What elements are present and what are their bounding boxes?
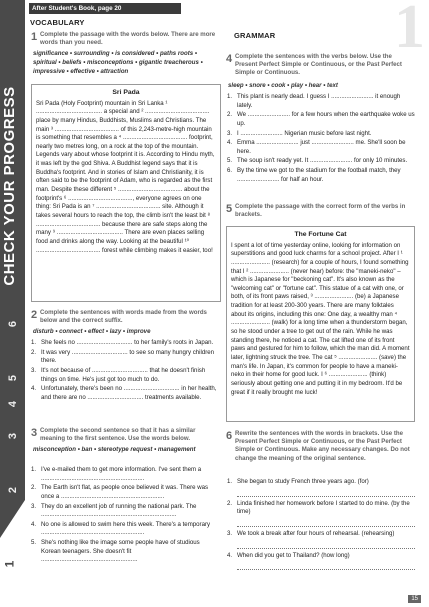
passage-title: The Fortune Cat xyxy=(294,231,347,238)
word-bank: disturb • connect • effect • lazy • improve xyxy=(33,328,151,335)
list-item: This plant is nearly dead. I guess I ......................... it enough lately. xyxy=(237,93,401,109)
passage-text: Sri Pada (Holy Footprint) mountain in Sri Lanka ¹ ....................................... a special and ² ...................................... place by many Hindus, Buddhists, Muslims and Christians. The main ³ ...................................... of this 2,243-metre-high mountain is something that resembles a ⁴ ...................................... footprint, nearly two metres long, on a rock at the top of the mountain. Legends vary about whose footprint it is. According to Hindu myth, it was left by the god Shiva. A Buddhist legend says that it is Buddha's footprint. And in stories of Islam and Christianity, it is often said to be the footprint of Adam, who is regarded as the first man. Despite these different ⁵ ...................................... about the footprint's ⁶ ......................................, everyone agrees on one thing: Sri Pada is an ⁷ ...................................... site. Although it takes several hours to reach the top, the climb isn't the least bit ⁸ ...................................... because there are safe steps along the many ⁹ ....................................... There are even places selling food and drinks along the way. Looking at the beautiful ¹⁰ ...................................... forest while climbing makes it easier, too! xyxy=(36,99,215,254)
passage-box xyxy=(31,84,221,302)
list-item: She's nothing like the image some people have of studious Korean teenagers. She doesn't fit ......................................................... xyxy=(41,539,200,564)
unit-tab-6[interactable]: 6 xyxy=(7,320,19,328)
exercise-2-items: 1. She feels no ................................. to her family's roots in Japan. 2. It was very ................................. to see so many hungry children there. 3. It's not because of ................................. that he doesn't finish things on time. He's just got too much to do. 4. Unfortunately, there's been no ................................. in her health, and there are no ................................. treatments available. xyxy=(31,339,221,403)
passage-text: I spent a lot of time yesterday online, looking for information on superstitions and good luck charms for a school project. After I ¹ ....................... (research) for a couple of hours, I found something that I ² ....................... (never hear) before: the "maneki-neko" – which is Japanese for "beckoning cat". It's also known as the "welcoming cat" or "fortune cat". This statue of a cat with one, or both, of its front paws raised, ³ ....................... (be) a Japanese tradition for at least 200-300 years. There are many folktales about its origins, including this one: One day, a wealthy man ⁴ ....................... (walk) for a long time when a thunderstorm began, so he stood under a tree to get out of the rain. While he was standing there, he noticed a cat. The cat lifted one of its front paws and gestured for him to follow, which the man did. A moment later, lightning struck the tree. The cat ⁵ ....................... (save) the man's life. In Japan, it's common for people to have a maneki-neko in their home for good luck. I ⁶ ....................... (think) seriously about getting one and putting it in my bedroom. It'd be great if it really brought me luck! xyxy=(231,241,410,396)
list-item: The soup isn't ready yet. It ......................... for only 10 minutes. xyxy=(237,157,408,165)
exercise-4 xyxy=(226,53,413,78)
list-item: We took a break after four hours of rehearsal. (rehearsing) xyxy=(237,529,395,537)
exercise-number: 4 xyxy=(226,53,233,65)
list-item: It's not because of ................................. that he doesn't finish things on time. He's just got too much to do. xyxy=(41,366,206,383)
exercise-number: 3 xyxy=(31,427,38,439)
answer-line[interactable] xyxy=(237,561,415,570)
list-item: They do an excellent job of running the national park. The ................................................................................ xyxy=(41,502,197,519)
exercise-6-items: 1. She began to study French three years ago. (for) 2. Linda finished her homework before I started to do mine. (by the time) 3. We took a break after four hours of rehearsal. (rehearsing) 4. When did you get to Thailand? (how long) xyxy=(227,478,415,573)
list-item: No one is allowed to swim here this week. There's a temporary ............................................................. xyxy=(41,520,211,537)
list-item: She feels no ................................. to her family's roots in Japan. xyxy=(41,339,214,346)
list-item: We ......................... for a few hours when the earthquake woke us up. xyxy=(237,111,415,127)
grammar-heading: GRAMMAR xyxy=(234,31,276,40)
list-item: I ......................... Nigerian music before last night. xyxy=(237,129,372,137)
answer-line[interactable] xyxy=(237,540,415,549)
exercise-number: 1 xyxy=(31,31,38,43)
unit-tab-2[interactable]: 2 xyxy=(7,486,19,494)
exercise-instruction: Complete the passage with the words below. There are more words than you need. xyxy=(40,31,216,47)
exercise-instruction: Complete the second sentence so that it has a similar meaning to the first sentence. Use the words below. xyxy=(40,427,196,443)
list-item: She began to study French three years ago. (for) xyxy=(237,478,369,485)
exercise-instruction: Complete the sentences with words made from the words below and the correct suffix. xyxy=(40,309,207,325)
exercise-number: 2 xyxy=(31,309,38,321)
passage-title: Sri Pada xyxy=(112,89,140,96)
list-item: Unfortunately, there's been no ................................. in her health, and there are no ................................. treatments available. xyxy=(41,385,217,401)
list-item: When did you get to Thailand? (how long) xyxy=(237,551,350,559)
unit-tab-1: 1 xyxy=(2,560,17,568)
vocabulary-heading: VOCABULARY xyxy=(30,18,85,27)
unit-tab-5[interactable]: 5 xyxy=(7,374,19,382)
word-bank: significance • surrounding • is considered • paths roots • spiritual • beliefs • misconceptions • gigantic treacherous • impressive • effective • attraction xyxy=(33,50,203,75)
list-item: Emma ......................... just ......................... me. She'll soon be here. xyxy=(237,139,406,155)
answer-line[interactable] xyxy=(237,518,415,527)
exercise-number: 5 xyxy=(226,203,233,215)
page-number: 15 xyxy=(408,595,421,603)
list-item: Linda finished her homework before I started to do mine. (by the time) xyxy=(237,499,410,516)
passage-box xyxy=(226,226,415,422)
exercise-instruction: Rewrite the sentences with the words in brackets. Use the Present Perfect Simple or Continuous, or the Past Perfect Simple or Continuous. Make any necessary changes. Do not change the meaning of the original sentence. xyxy=(235,430,410,462)
unit-tab-4[interactable]: 4 xyxy=(7,400,19,408)
exercise-6 xyxy=(226,430,413,463)
list-item: I've e-mailed them to get more information. I've sent them a ............................................................. xyxy=(41,466,202,482)
list-item: By the time we got to the stadium for the football match, they ......................... for half an hour. xyxy=(237,167,401,183)
unit-tab-3[interactable]: 3 xyxy=(7,432,19,440)
exercise-number: 6 xyxy=(226,430,233,442)
unit-tab-active[interactable] xyxy=(0,500,25,607)
word-bank: misconception • ban • stereotype request • management xyxy=(33,446,196,453)
list-item: The Earth isn't flat, as people once believed it was. There was once a ............................................................. xyxy=(41,484,209,500)
exercise-5 xyxy=(226,203,413,219)
exercise-3 xyxy=(31,427,220,443)
sidebar xyxy=(0,0,25,607)
sidebar-title: CHECK YOUR PROGRESS xyxy=(1,86,18,286)
exercise-4-items: 1. This plant is nearly dead. I guess I ......................... it enough lately. 2. We ......................... for a few hours when the earthquake woke us up. 3. I ......................... Nigerian music before last night. 4. Emma ......................... just ......................... me. She'll soon be here. 5. The soup isn't ready yet. It ......................... for only 10 minutes. 6. By the time we got to the stadium for the football match, they ......................... for half an hour. xyxy=(227,93,415,183)
exercise-instruction: Complete the passage with the correct form of the verbs in brackets. xyxy=(235,203,406,219)
exercise-2 xyxy=(31,309,220,325)
page-reference: After Student's Book, page 20 xyxy=(29,3,181,14)
exercise-3-items: 1. I've e-mailed them to get more information. I've sent them a ............................................................. 2. The Earth isn't flat, as people once believed it was. There was once a ............................................................. 3. They do an excellent job of running the national park. The ................................................................................ 4. No one is allowed to swim here this week. There's a temporary ............................................................. 5. She's nothing like the image some people have of studious Korean teenagers. She doesn't fit ......................................................... xyxy=(31,466,221,566)
answer-line[interactable] xyxy=(237,488,415,497)
exercise-1 xyxy=(31,31,220,47)
list-item: It was very ................................. to see so many hungry children there. xyxy=(41,348,215,365)
word-bank: sleep • snore • cook • play • hear • text xyxy=(228,82,338,89)
unit-big-number: 1 xyxy=(394,0,425,61)
exercise-instruction: Complete the sentences with the verbs below. Use the Present Perfect Simple or Continuous, or the Past Perfect Simple or Continuous. xyxy=(235,53,402,77)
